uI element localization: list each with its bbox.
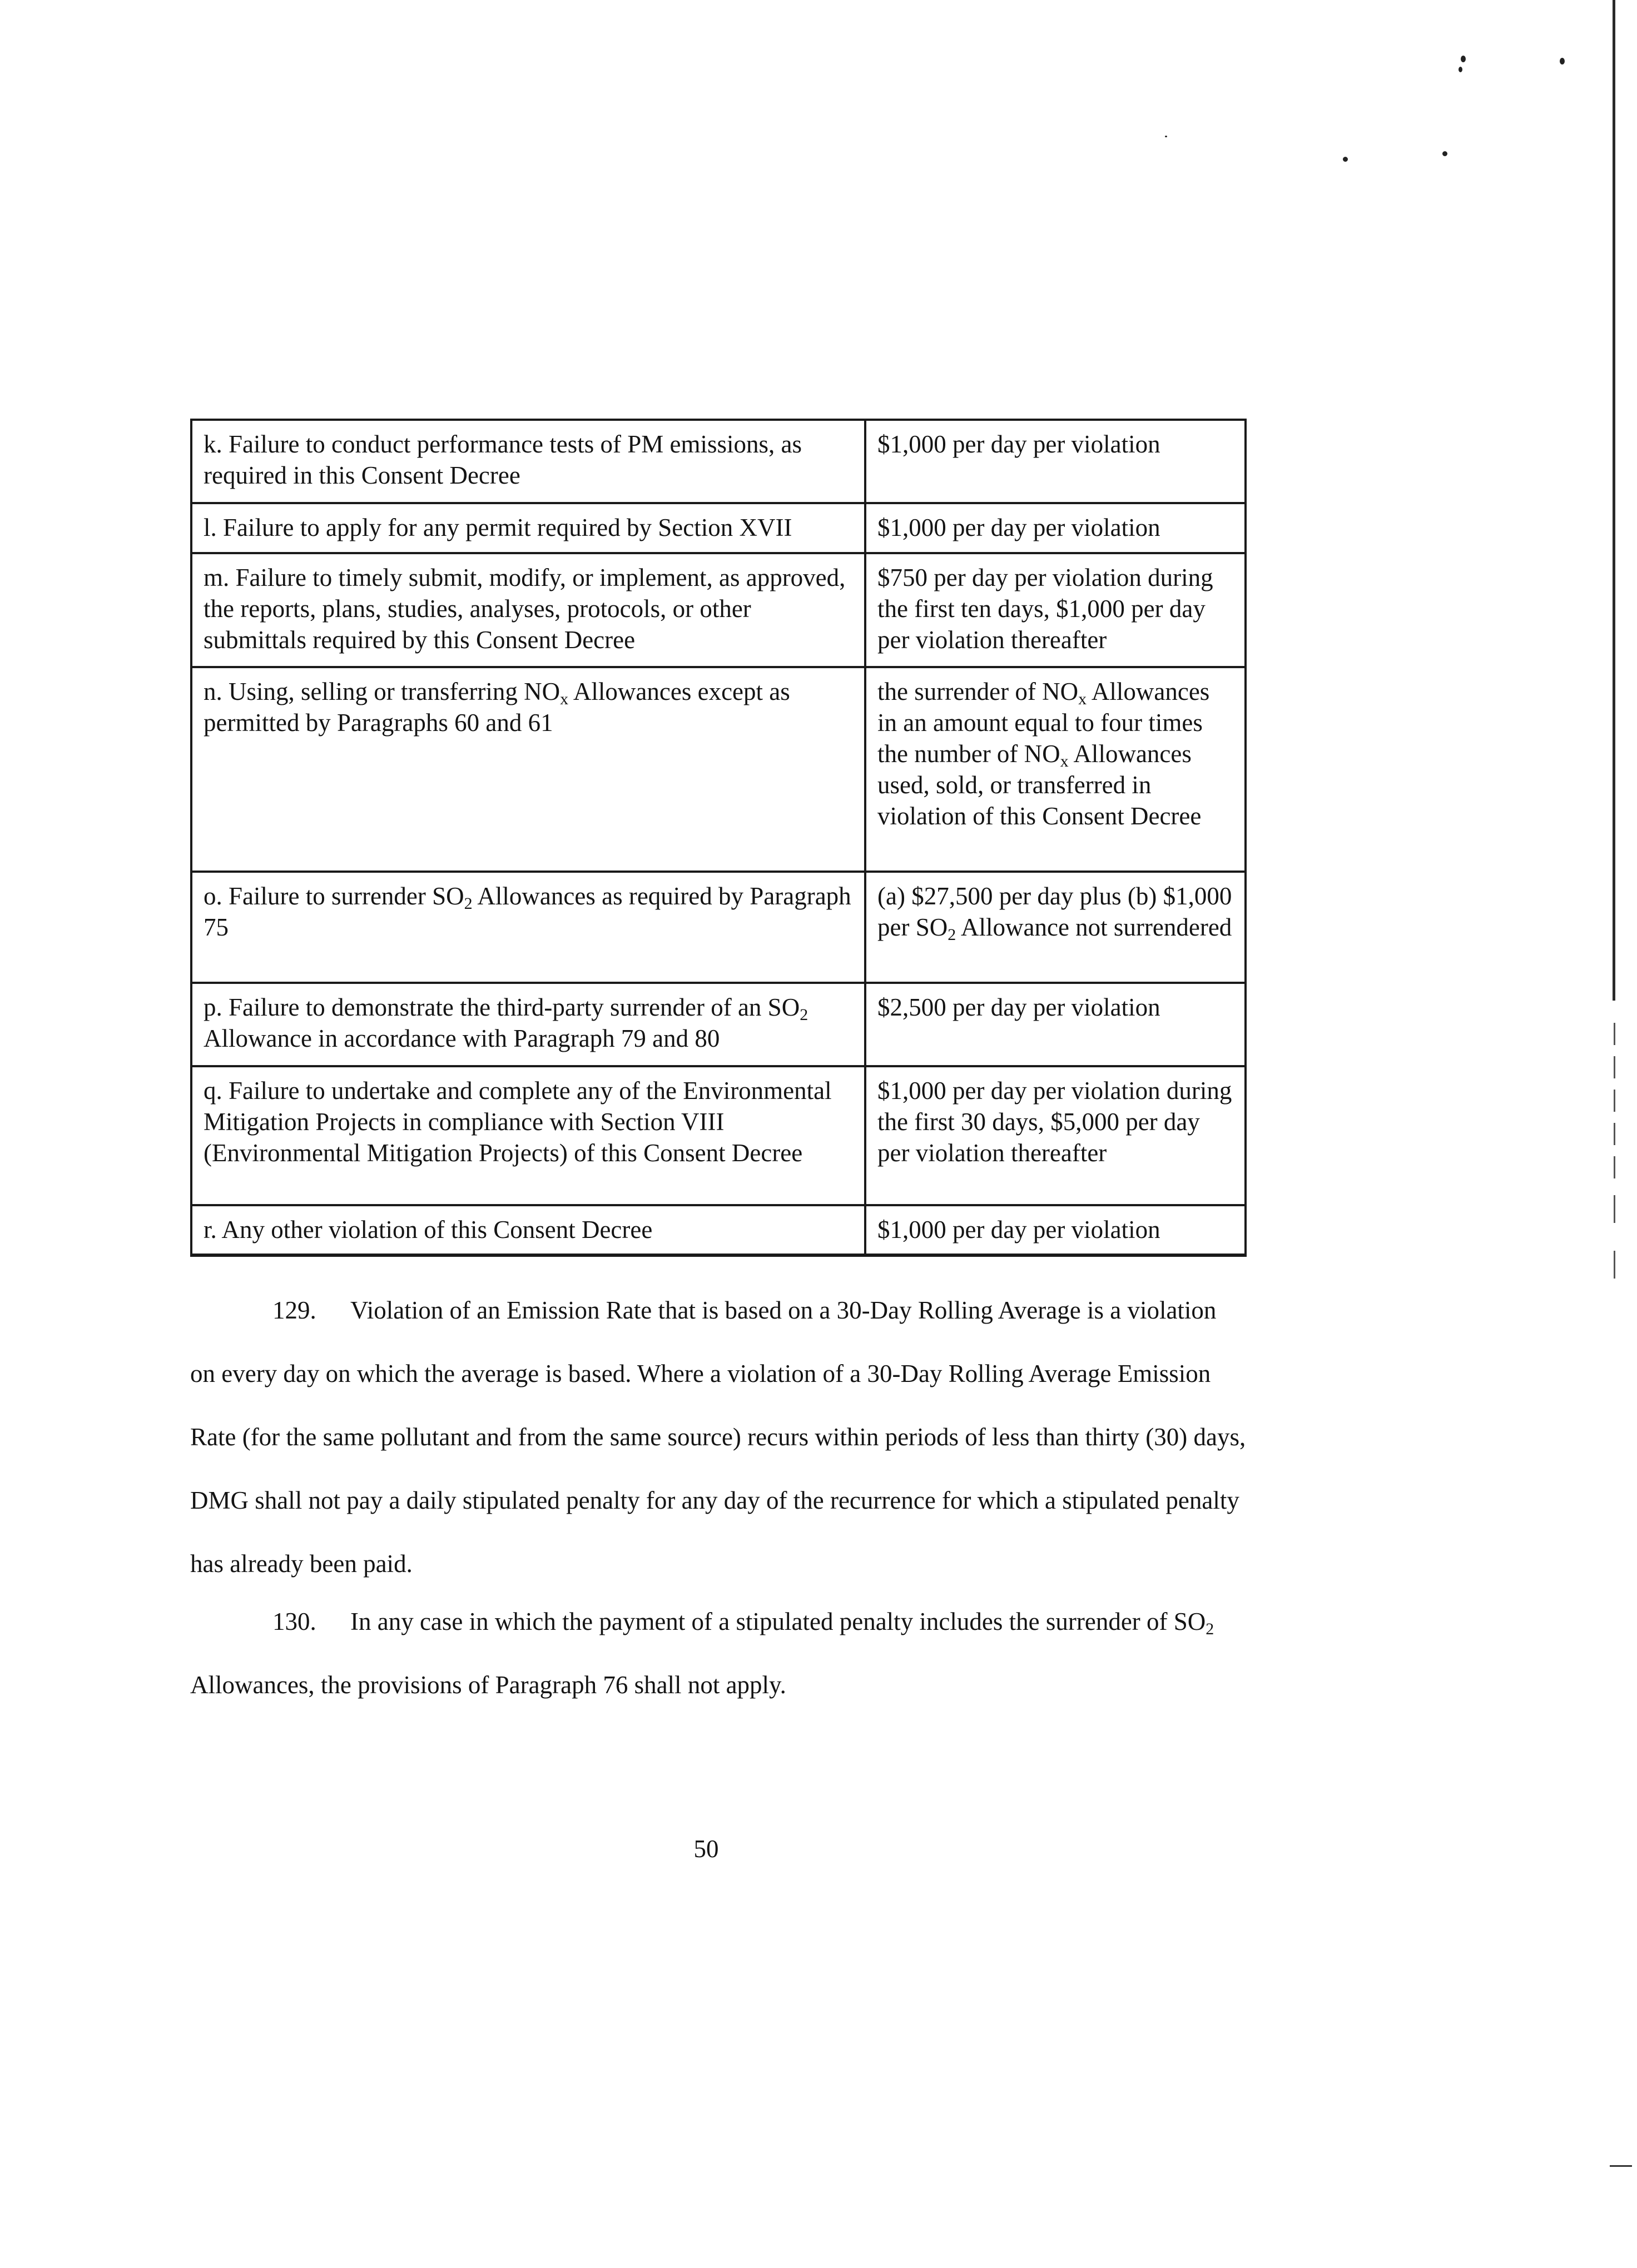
table-row [191, 553, 1246, 667]
penalty-cell: $2,500 per day per violation [865, 983, 1246, 1066]
paragraph-129 [190, 1279, 1247, 1595]
scan-speck [1165, 136, 1167, 137]
scan-speck [1343, 157, 1348, 162]
violation-cell: m. Failure to timely submit, modify, or implement, as approved, the reports, plans, studies, analyses, protocols, or other submittals required by this Consent Decree [191, 553, 865, 667]
scan-edge-tick [1610, 2165, 1632, 2167]
scan-edge-dash [1614, 1090, 1615, 1112]
violation-cell: l. Failure to apply for any permit required by Section XVII [191, 503, 865, 553]
scan-edge-line [1613, 0, 1615, 1001]
penalty-cell: $1,000 per day per violation [865, 503, 1246, 553]
scan-speck [1560, 58, 1565, 64]
table-row [191, 667, 1246, 872]
scan-speck [1461, 56, 1466, 62]
scan-edge-dash [1614, 1123, 1615, 1145]
penalty-cell: (a) $27,500 per day plus (b) $1,000 per $SO_2$ Allowance not surrendered [865, 872, 1246, 983]
table-row [191, 872, 1246, 983]
stipulated-penalty-table [190, 419, 1247, 1257]
scan-edge-dash [1614, 1156, 1615, 1178]
table-row [191, 1205, 1246, 1255]
page-number: 50 [693, 1835, 719, 1863]
violation-cell: k. Failure to conduct performance tests of PM emissions, as required in this Consent Decree [191, 420, 865, 503]
paragraph-text: In any case in which the payment of a stipulated penalty includes the surrender of $SO_2$ Allowances, the provisions of Paragraph 76 shall not apply. [190, 1608, 1214, 1699]
violation-cell: n. Using, selling or transferring $NO_x$ Allowances except as permitted by Paragraphs 60 and 61 [191, 667, 865, 872]
scan-edge-dash [1614, 1251, 1615, 1279]
table-row [191, 420, 1246, 503]
paragraph-text: Violation of an Emission Rate that is based on a 30-Day Rolling Average is a violation on every day on which the average is based. Where a violation of a 30-Day Rolling Average Emission Rate (for the same pollutant and from the same source) recurs within periods of less than thirty (30) days, DMG shall not pay a daily stipulated penalty for any day of the recurrence for which a stipulated penalty has already been paid. [190, 1296, 1246, 1578]
scan-speck [1459, 67, 1462, 72]
paragraph-number: 129. [272, 1296, 316, 1324]
scan-speck [1442, 151, 1447, 156]
table-row [191, 1066, 1246, 1205]
scan-edge-dash [1614, 1023, 1615, 1045]
penalty-cell: $750 per day per violation during the first ten days, $1,000 per day per violation thereafter [865, 553, 1246, 667]
violation-cell: o. Failure to surrender $SO_2$ Allowances as required by Paragraph 75 [191, 872, 865, 983]
paragraph-number: 130. [272, 1608, 316, 1635]
penalty-cell: the surrender of $NO_x$ Allowances in an amount equal to four times the number of $NO_x$ Allowances used, sold, or transferred in violation of this Consent Decree [865, 667, 1246, 872]
penalty-cell: $1,000 per day per violation [865, 1205, 1246, 1255]
table-row [191, 983, 1246, 1066]
penalty-cell: $1,000 per day per violation [865, 420, 1246, 503]
paragraph-130 [190, 1590, 1247, 1717]
violation-cell: q. Failure to undertake and complete any of the Environmental Mitigation Projects in compliance with Section VIII (Environmental Mitigation Projects) of this Consent Decree [191, 1066, 865, 1205]
penalty-cell: $1,000 per day per violation during the first 30 days, $5,000 per day per violation thereafter [865, 1066, 1246, 1205]
scan-edge-dash [1614, 1195, 1615, 1223]
violation-cell: p. Failure to demonstrate the third-party surrender of an $SO_2$ Allowance in accordance with Paragraph 79 and 80 [191, 983, 865, 1066]
table-row [191, 503, 1246, 553]
scan-edge-dash [1614, 1056, 1615, 1078]
violation-cell: r. Any other violation of this Consent Decree [191, 1205, 865, 1255]
